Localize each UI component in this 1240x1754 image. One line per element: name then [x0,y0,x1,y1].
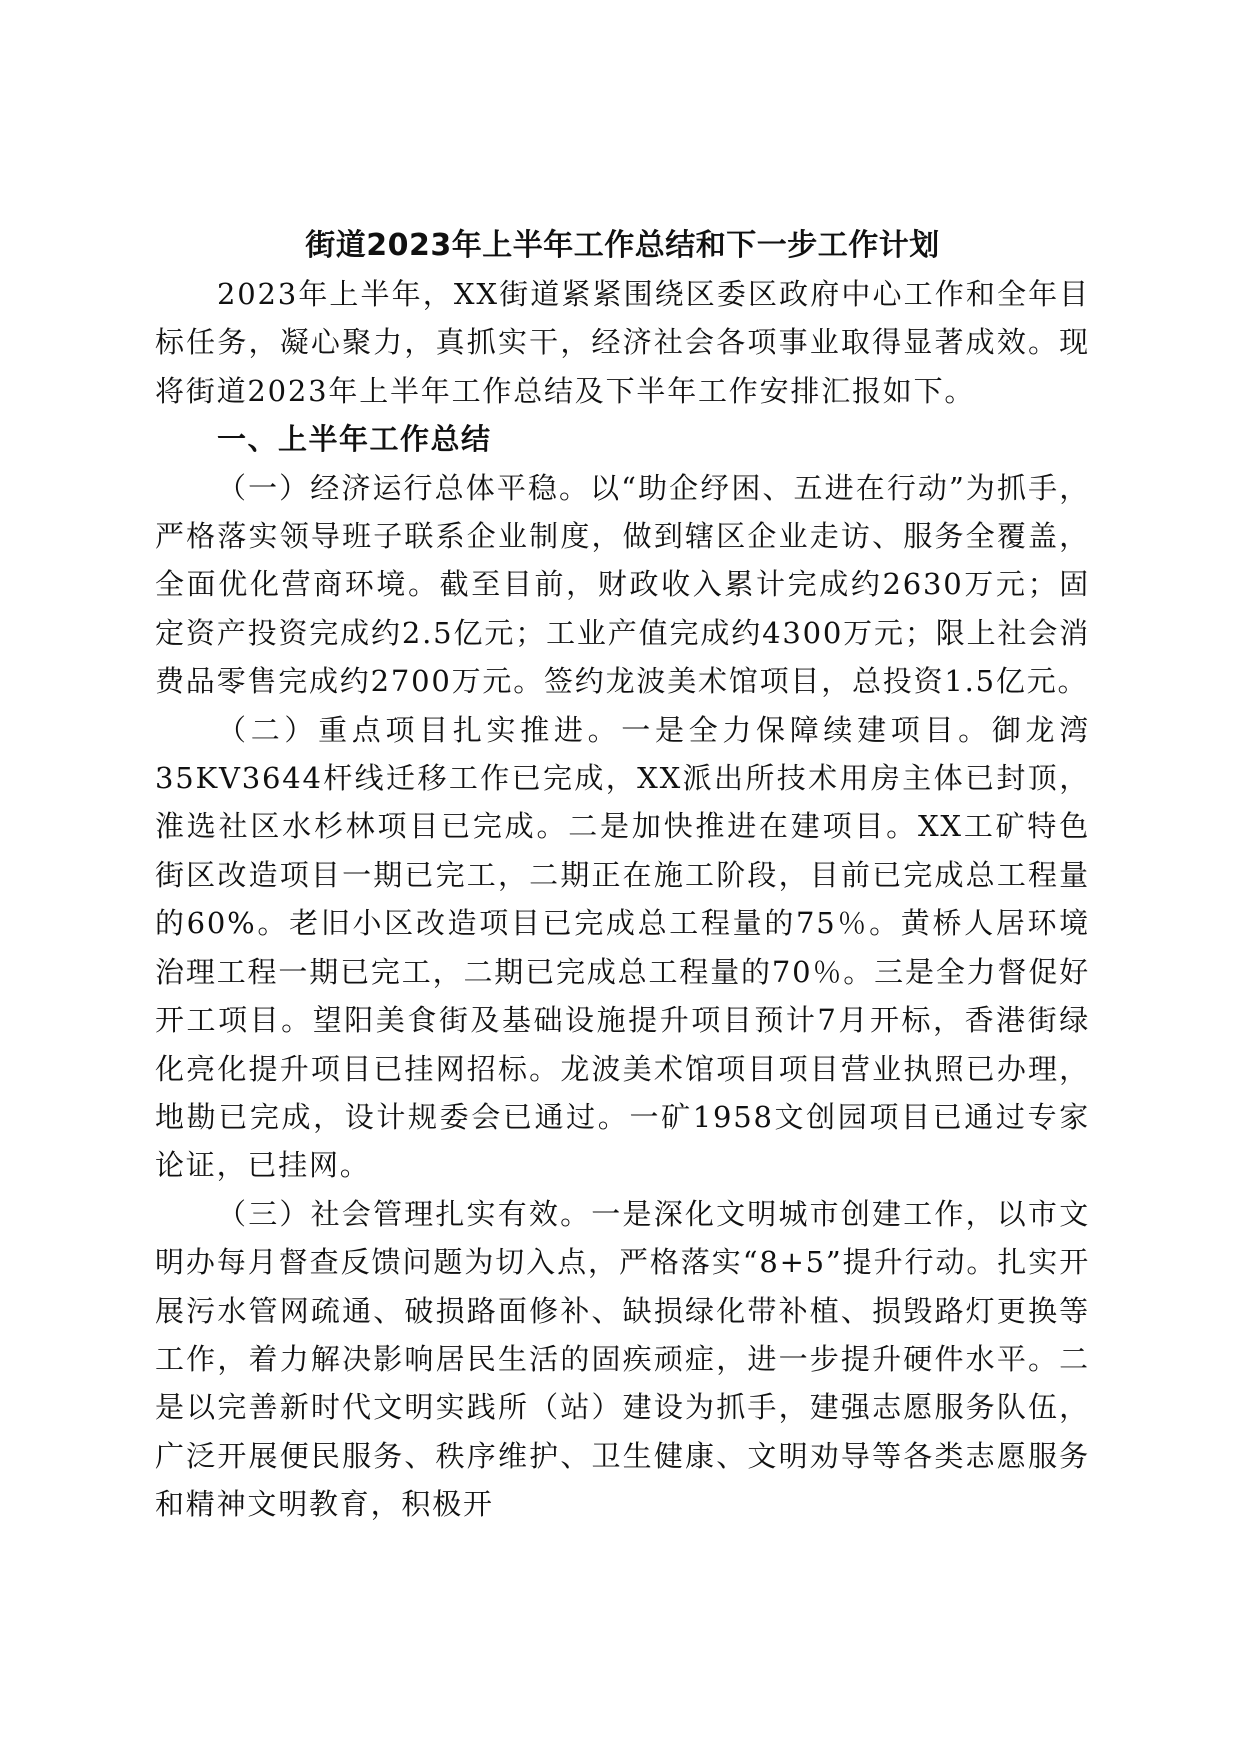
document-body [155,222,1090,1529]
paragraph-economy: （一）经济运行总体平稳。以“助企纾困、五进在行动”为抓手，严格落实领导班子联系企业制度，做到辖区企业走访、服务全覆盖，全面优化营商环境。截至目前，财政收入累计完成约2630万元；固定资产投资完成约2.5亿元；工业产值完成约4300万元；限上社会消费品零售完成约2700万元。签约龙波美术馆项目，总投资1.5亿元。 [155,470,1090,699]
document-title: 街道2023年上半年工作总结和下一步工作计划 [305,228,940,263]
section-heading: 一、上半年工作总结 [217,422,492,457]
paragraph-projects: （二）重点项目扎实推进。一是全力保障续建项目。御龙湾35KV3644杆线迁移工作已完成，XX派出所技术用房主体已封顶，淮选社区水杉林项目已完成。二是加快推进在建项目。XX工矿特色街区改造项目一期已完工，二期正在施工阶段，目前已完成总工程量的60%。老旧小区改造项目已完成总工程量的75％。黄桥人居环境治理工程一期已完工，二期已完成总工程量的70％。三是全力督促好开工项目。望阳美食街及基础设施提升项目预计7月开标，香港街绿化亮化提升项目已挂网招标。龙波美术馆项目项目营业执照已办理，地勘已完成，设计规委会已通过。一矿1958文创园项目已通过专家论证，已挂网。 [155,712,1090,1183]
paragraph-social-management: （三）社会管理扎实有效。一是深化文明城市创建工作，以市文明办每月督查反馈问题为切入点，严格落实“8+5”提升行动。扎实开展污水管网疏通、破损路面修补、缺损绿化带补植、损毁路灯更换等工作，着力解决影响居民生活的固疾顽症，进一步提升硬件水平。二是以完善新时代文明实践所（站）建设为抓手，建强志愿服务队伍，广泛开展便民服务、秩序维护、卫生健康、文明劝导等各类志愿服务和精神文明教育，积极开 [155,1196,1090,1522]
intro-paragraph: 2023年上半年，XX街道紧紧围绕区委区政府中心工作和全年目标任务，凝心聚力，真抓实干，经济社会各项事业取得显著成效。现将街道2023年上半年工作总结及下半年工作安排汇报如下。 [155,277,1090,408]
